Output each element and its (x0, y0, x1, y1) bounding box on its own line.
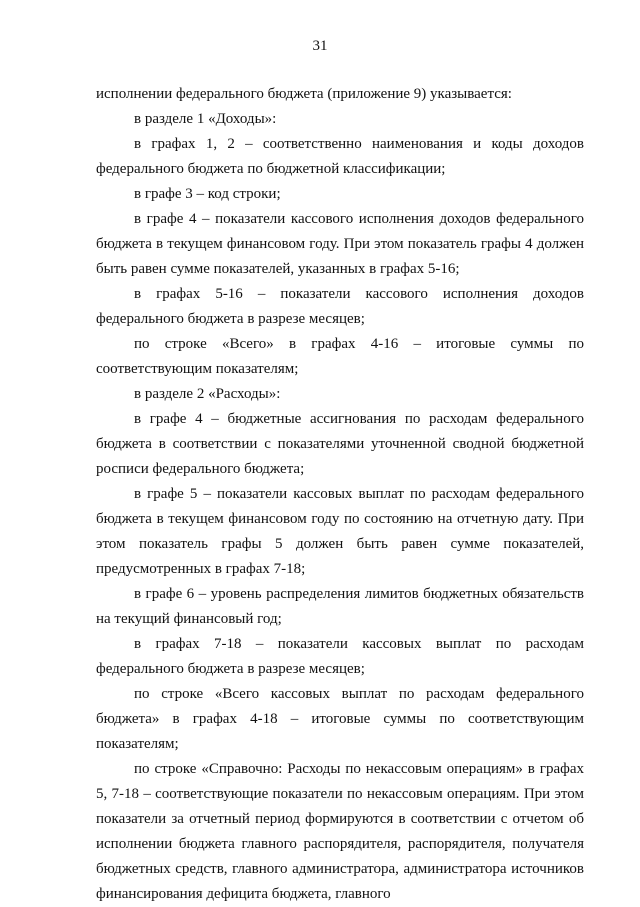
paragraph-continuation: исполнении федерального бюджета (приложение 9) указывается: (96, 86, 512, 102)
paragraph-total-row-expenses: по строке «Всего кассовых выплат по расходам федерального бюджета» в графах 4-18 – итоговые суммы по соответствующим показателям; (96, 686, 584, 752)
paragraph-section-1-heading: в разделе 1 «Доходы»: (134, 111, 277, 127)
paragraph-columns-5-16: в графах 5-16 – показатели кассового исполнения доходов федерального бюджета в разрезе месяцев; (96, 286, 584, 327)
paragraph-column-3: в графе 3 – код строки; (134, 186, 281, 202)
paragraph-expense-column-5: в графе 5 – показатели кассовых выплат по расходам федерального бюджета в текущем финансовом году по состоянию на отчетную дату. При этом показатель графы 5 должен быть равен сумме показателей, предусмотренных в графах 7-18; (96, 486, 584, 577)
paragraph-columns-1-2: в графах 1, 2 – соответственно наименования и коды доходов федерального бюджета по бюджетной классификации; (96, 136, 584, 177)
document-body (96, 82, 584, 907)
paragraph-reference-noncash: по строке «Справочно: Расходы по некассовым операциям» в графах 5, 7-18 – соответствующие показатели по некассовым операциям. При этом показатели за отчетный период формируются в соответствии с отчетом об исполнении бюджета главного распорядителя, распорядителя, получателя бюджетных средств, главного администратора, администратора источников финансирования дефицита бюджета, главного (96, 761, 584, 902)
paragraph-column-4: в графе 4 – показатели кассового исполнения доходов федерального бюджета в текущем финансовом году. При этом показатель графы 4 должен быть равен сумме показателей, указанных в графах 5-16; (96, 211, 584, 277)
paragraph-section-2-heading: в разделе 2 «Расходы»: (134, 386, 281, 402)
paragraph-expense-columns-7-18: в графах 7-18 – показатели кассовых выплат по расходам федерального бюджета в разрезе месяцев; (96, 636, 584, 677)
paragraph-expense-column-4: в графе 4 – бюджетные ассигнования по расходам федерального бюджета в соответствии с показателями уточненной сводной бюджетной росписи федерального бюджета; (96, 411, 584, 477)
page-number: 31 (312, 38, 328, 54)
paragraph-total-row-income: по строке «Всего» в графах 4-16 – итоговые суммы по соответствующим показателям; (96, 336, 584, 377)
paragraph-expense-column-6: в графе 6 – уровень распределения лимитов бюджетных обязательств на текущий финансовый год; (96, 586, 584, 627)
